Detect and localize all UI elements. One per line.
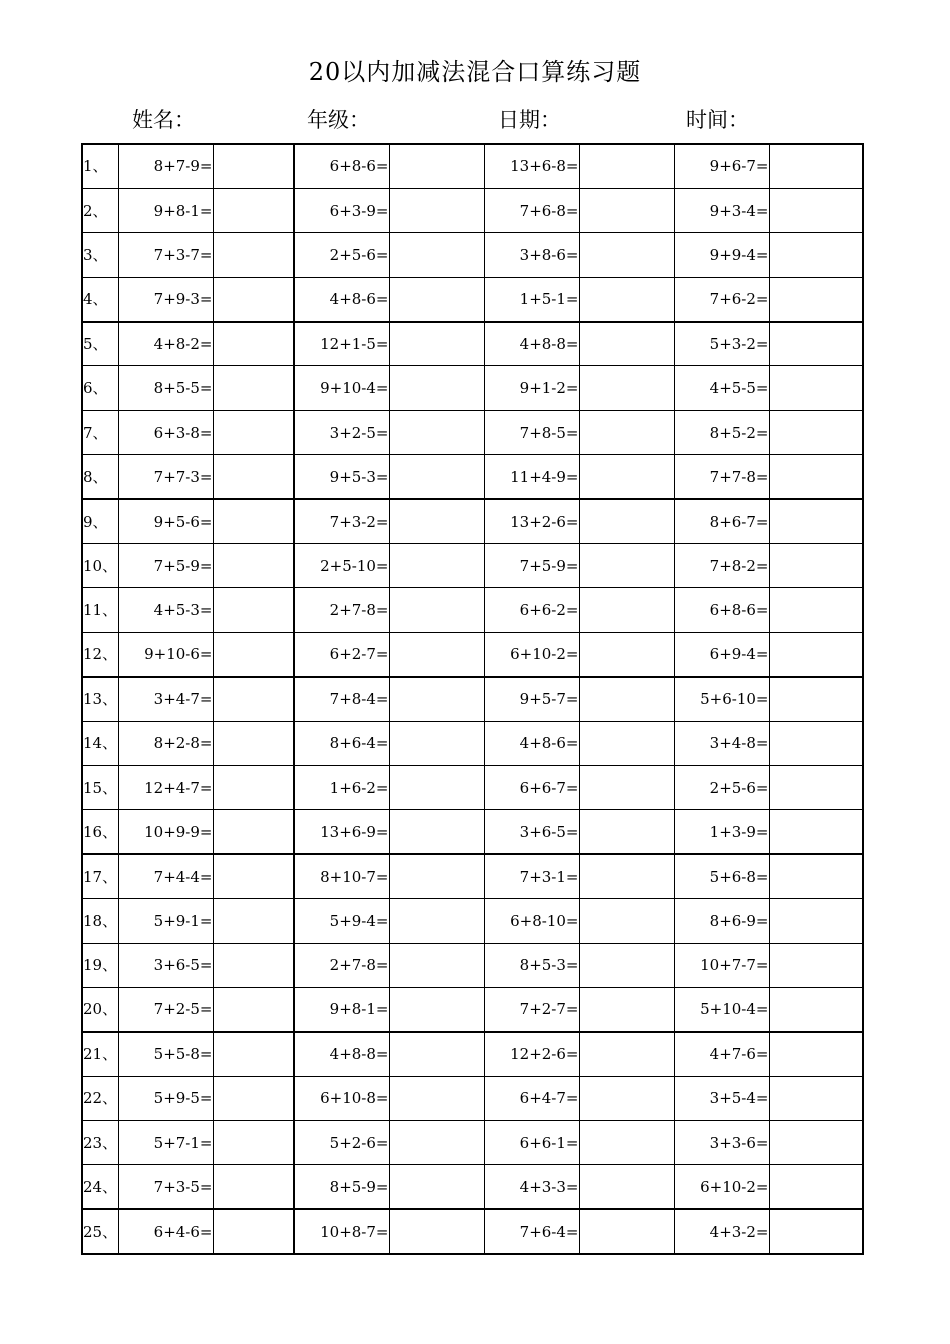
- problem-expression: 9+10-4=: [294, 366, 389, 410]
- problem-expression: 7+7-3=: [118, 455, 213, 499]
- problem-expression: 6+8-10=: [484, 899, 579, 943]
- problem-expression: 5+5-8=: [118, 1032, 213, 1076]
- problem-expression: 6+10-8=: [294, 1076, 389, 1120]
- problem-expression: 6+6-2=: [484, 588, 579, 632]
- problem-number: 19、: [82, 943, 118, 987]
- problem-number: 8、: [82, 455, 118, 499]
- problem-expression: 9+5-7=: [484, 677, 579, 721]
- answer-cell[interactable]: [389, 233, 484, 277]
- answer-cell[interactable]: [389, 1121, 484, 1165]
- problem-expression: 7+5-9=: [118, 544, 213, 588]
- answer-cell[interactable]: [579, 899, 674, 943]
- problem-expression: 3+2-5=: [294, 410, 389, 454]
- problem-expression: 7+8-5=: [484, 410, 579, 454]
- answer-cell[interactable]: [769, 810, 863, 854]
- problem-expression: 3+5-4=: [674, 1076, 769, 1120]
- answer-cell[interactable]: [579, 854, 674, 898]
- answer-cell[interactable]: [579, 322, 674, 366]
- answer-cell[interactable]: [213, 410, 294, 454]
- answer-cell[interactable]: [769, 410, 863, 454]
- problem-expression: 8+5-3=: [484, 943, 579, 987]
- problem-expression: 4+3-3=: [484, 1165, 579, 1209]
- answer-cell[interactable]: [769, 322, 863, 366]
- problem-expression: 4+5-5=: [674, 366, 769, 410]
- problem-expression: 6+9-4=: [674, 632, 769, 676]
- problem-expression: 8+5-9=: [294, 1165, 389, 1209]
- answer-cell[interactable]: [213, 721, 294, 765]
- answer-cell[interactable]: [213, 1165, 294, 1209]
- date-label: 日期：: [498, 108, 561, 132]
- table-row: [82, 499, 863, 543]
- answer-cell[interactable]: [213, 1076, 294, 1120]
- problem-expression: 6+8-6=: [294, 144, 389, 188]
- answer-cell[interactable]: [389, 854, 484, 898]
- problem-number: 9、: [82, 499, 118, 543]
- problem-expression: 6+2-7=: [294, 632, 389, 676]
- problem-number: 17、: [82, 854, 118, 898]
- table-row: [82, 366, 863, 410]
- problem-number: 11、: [82, 588, 118, 632]
- problem-expression: 8+5-2=: [674, 410, 769, 454]
- answer-cell[interactable]: [213, 632, 294, 676]
- problem-expression: 7+3-5=: [118, 1165, 213, 1209]
- problem-expression: 4+3-2=: [674, 1209, 769, 1253]
- problem-expression: 9+3-4=: [674, 188, 769, 232]
- answer-cell[interactable]: [213, 1209, 294, 1253]
- problem-expression: 9+1-2=: [484, 366, 579, 410]
- table-row: [82, 1209, 863, 1253]
- problem-expression: 6+4-6=: [118, 1209, 213, 1253]
- problem-expression: 1+6-2=: [294, 765, 389, 809]
- answer-cell[interactable]: [579, 721, 674, 765]
- exercise-table: [81, 143, 864, 1255]
- problem-expression: 7+6-2=: [674, 277, 769, 321]
- answer-cell[interactable]: [213, 677, 294, 721]
- answer-cell[interactable]: [579, 1076, 674, 1120]
- problem-expression: 11+4-9=: [484, 455, 579, 499]
- answer-cell[interactable]: [769, 144, 863, 188]
- problem-number: 24、: [82, 1165, 118, 1209]
- problem-expression: 3+6-5=: [118, 943, 213, 987]
- problem-expression: 12+1-5=: [294, 322, 389, 366]
- answer-cell[interactable]: [389, 322, 484, 366]
- table-row: [82, 943, 863, 987]
- problem-expression: 2+7-8=: [294, 943, 389, 987]
- table-row: [82, 544, 863, 588]
- problem-expression: 2+5-10=: [294, 544, 389, 588]
- answer-cell[interactable]: [213, 1032, 294, 1076]
- answer-cell[interactable]: [769, 943, 863, 987]
- problem-expression: 6+4-7=: [484, 1076, 579, 1120]
- answer-cell[interactable]: [579, 677, 674, 721]
- problem-expression: 2+5-6=: [674, 765, 769, 809]
- problem-expression: 6+3-8=: [118, 410, 213, 454]
- table-row: [82, 410, 863, 454]
- problem-number: 23、: [82, 1121, 118, 1165]
- problem-number: 7、: [82, 410, 118, 454]
- problem-expression: 6+10-2=: [484, 632, 579, 676]
- answer-cell[interactable]: [389, 1209, 484, 1253]
- table-row: [82, 455, 863, 499]
- problem-expression: 2+7-8=: [294, 588, 389, 632]
- answer-cell[interactable]: [579, 233, 674, 277]
- table-row: [82, 810, 863, 854]
- answer-cell[interactable]: [389, 899, 484, 943]
- problem-expression: 8+5-5=: [118, 366, 213, 410]
- answer-cell[interactable]: [579, 588, 674, 632]
- problem-expression: 8+10-7=: [294, 854, 389, 898]
- name-label: 姓名：: [132, 108, 195, 132]
- problem-number: 25、: [82, 1209, 118, 1253]
- answer-cell[interactable]: [213, 188, 294, 232]
- answer-cell[interactable]: [213, 233, 294, 277]
- problem-expression: 9+6-7=: [674, 144, 769, 188]
- answer-cell[interactable]: [213, 588, 294, 632]
- answer-cell[interactable]: [579, 144, 674, 188]
- problem-expression: 7+8-4=: [294, 677, 389, 721]
- problem-expression: 13+2-6=: [484, 499, 579, 543]
- answer-cell[interactable]: [389, 810, 484, 854]
- problem-expression: 7+2-7=: [484, 987, 579, 1031]
- problem-expression: 12+2-6=: [484, 1032, 579, 1076]
- table-row: [82, 1121, 863, 1165]
- problem-expression: 9+8-1=: [118, 188, 213, 232]
- answer-cell[interactable]: [389, 1032, 484, 1076]
- problem-expression: 5+9-5=: [118, 1076, 213, 1120]
- problem-number: 21、: [82, 1032, 118, 1076]
- answer-cell[interactable]: [579, 765, 674, 809]
- problem-expression: 5+6-8=: [674, 854, 769, 898]
- problem-expression: 4+8-6=: [294, 277, 389, 321]
- answer-cell[interactable]: [213, 987, 294, 1031]
- answer-cell[interactable]: [389, 144, 484, 188]
- answer-cell[interactable]: [769, 455, 863, 499]
- answer-cell[interactable]: [213, 277, 294, 321]
- answer-cell[interactable]: [213, 899, 294, 943]
- answer-cell[interactable]: [389, 987, 484, 1031]
- table-row: [82, 322, 863, 366]
- answer-cell[interactable]: [579, 1121, 674, 1165]
- table-row: [82, 588, 863, 632]
- problem-expression: 9+5-6=: [118, 499, 213, 543]
- problem-expression: 7+4-4=: [118, 854, 213, 898]
- answer-cell[interactable]: [213, 1121, 294, 1165]
- answer-cell[interactable]: [213, 943, 294, 987]
- answer-cell[interactable]: [579, 410, 674, 454]
- problem-number: 14、: [82, 721, 118, 765]
- problem-number: 18、: [82, 899, 118, 943]
- table-row: [82, 632, 863, 676]
- answer-cell[interactable]: [389, 632, 484, 676]
- table-row: [82, 765, 863, 809]
- problem-expression: 3+4-7=: [118, 677, 213, 721]
- problem-expression: 13+6-9=: [294, 810, 389, 854]
- answer-cell[interactable]: [389, 544, 484, 588]
- answer-cell[interactable]: [769, 899, 863, 943]
- problem-expression: 8+2-8=: [118, 721, 213, 765]
- problem-expression: 3+6-5=: [484, 810, 579, 854]
- problem-expression: 7+3-1=: [484, 854, 579, 898]
- problem-expression: 5+3-2=: [674, 322, 769, 366]
- problem-expression: 6+8-6=: [674, 588, 769, 632]
- problem-expression: 7+9-3=: [118, 277, 213, 321]
- table-row: [82, 1032, 863, 1076]
- answer-cell[interactable]: [579, 544, 674, 588]
- answer-cell[interactable]: [389, 455, 484, 499]
- answer-cell[interactable]: [769, 1076, 863, 1120]
- problem-expression: 6+10-2=: [674, 1165, 769, 1209]
- problem-number: 15、: [82, 765, 118, 809]
- answer-cell[interactable]: [769, 277, 863, 321]
- problem-expression: 10+9-9=: [118, 810, 213, 854]
- problem-number: 2、: [82, 188, 118, 232]
- problem-expression: 6+6-1=: [484, 1121, 579, 1165]
- problem-expression: 4+8-2=: [118, 322, 213, 366]
- answer-cell[interactable]: [389, 721, 484, 765]
- answer-cell[interactable]: [579, 987, 674, 1031]
- answer-cell[interactable]: [769, 721, 863, 765]
- answer-cell[interactable]: [213, 366, 294, 410]
- answer-cell[interactable]: [769, 1032, 863, 1076]
- table-row: [82, 233, 863, 277]
- answer-cell[interactable]: [769, 765, 863, 809]
- problem-expression: 10+8-7=: [294, 1209, 389, 1253]
- answer-cell[interactable]: [769, 987, 863, 1031]
- problem-expression: 3+4-8=: [674, 721, 769, 765]
- problem-expression: 5+9-4=: [294, 899, 389, 943]
- problem-expression: 4+8-8=: [294, 1032, 389, 1076]
- problem-number: 12、: [82, 632, 118, 676]
- table-row: [82, 899, 863, 943]
- problem-expression: 2+5-6=: [294, 233, 389, 277]
- table-row: [82, 1076, 863, 1120]
- problem-expression: 4+8-6=: [484, 721, 579, 765]
- answer-cell[interactable]: [579, 1209, 674, 1253]
- problem-expression: 5+10-4=: [674, 987, 769, 1031]
- problem-expression: 7+8-2=: [674, 544, 769, 588]
- problem-expression: 5+7-1=: [118, 1121, 213, 1165]
- problem-expression: 8+6-4=: [294, 721, 389, 765]
- problem-expression: 13+6-8=: [484, 144, 579, 188]
- problem-expression: 4+7-6=: [674, 1032, 769, 1076]
- problem-expression: 8+6-9=: [674, 899, 769, 943]
- answer-cell[interactable]: [769, 588, 863, 632]
- answer-cell[interactable]: [213, 810, 294, 854]
- answer-cell[interactable]: [389, 943, 484, 987]
- problem-expression: 9+10-6=: [118, 632, 213, 676]
- problem-expression: 9+5-3=: [294, 455, 389, 499]
- answer-cell[interactable]: [213, 144, 294, 188]
- answer-cell[interactable]: [213, 765, 294, 809]
- problem-number: 22、: [82, 1076, 118, 1120]
- answer-cell[interactable]: [769, 499, 863, 543]
- answer-cell[interactable]: [389, 188, 484, 232]
- table-row: [82, 277, 863, 321]
- problem-number: 3、: [82, 233, 118, 277]
- table-row: [82, 188, 863, 232]
- answer-cell[interactable]: [579, 1032, 674, 1076]
- answer-cell[interactable]: [213, 854, 294, 898]
- problem-number: 4、: [82, 277, 118, 321]
- answer-cell[interactable]: [579, 277, 674, 321]
- problem-expression: 6+3-9=: [294, 188, 389, 232]
- problem-expression: 10+7-7=: [674, 943, 769, 987]
- grade-label: 年级：: [307, 108, 370, 132]
- answer-cell[interactable]: [769, 632, 863, 676]
- answer-cell[interactable]: [769, 854, 863, 898]
- problem-expression: 9+9-4=: [674, 233, 769, 277]
- page-title: 20以内加减法混合口算练习题: [308, 58, 642, 86]
- answer-cell[interactable]: [389, 277, 484, 321]
- problem-expression: 4+5-3=: [118, 588, 213, 632]
- problem-expression: 7+2-5=: [118, 987, 213, 1031]
- answer-cell[interactable]: [389, 366, 484, 410]
- answer-cell[interactable]: [579, 499, 674, 543]
- problem-expression: 4+8-8=: [484, 322, 579, 366]
- problem-expression: 5+6-10=: [674, 677, 769, 721]
- table-row: [82, 987, 863, 1031]
- answer-cell[interactable]: [579, 810, 674, 854]
- problem-expression: 7+5-9=: [484, 544, 579, 588]
- problem-expression: 3+8-6=: [484, 233, 579, 277]
- problem-expression: 3+3-6=: [674, 1121, 769, 1165]
- problem-expression: 12+4-7=: [118, 765, 213, 809]
- answer-cell[interactable]: [579, 1165, 674, 1209]
- problem-number: 16、: [82, 810, 118, 854]
- answer-cell[interactable]: [579, 366, 674, 410]
- answer-cell[interactable]: [769, 233, 863, 277]
- answer-cell[interactable]: [769, 1165, 863, 1209]
- answer-cell[interactable]: [769, 677, 863, 721]
- problem-expression: 1+5-1=: [484, 277, 579, 321]
- problem-number: 13、: [82, 677, 118, 721]
- answer-cell[interactable]: [769, 1209, 863, 1253]
- answer-cell[interactable]: [579, 632, 674, 676]
- answer-cell[interactable]: [389, 410, 484, 454]
- answer-cell[interactable]: [389, 765, 484, 809]
- problem-expression: 7+6-4=: [484, 1209, 579, 1253]
- problem-expression: 5+9-1=: [118, 899, 213, 943]
- time-label: 时间：: [686, 108, 749, 132]
- problem-expression: 6+6-7=: [484, 765, 579, 809]
- answer-cell[interactable]: [389, 1165, 484, 1209]
- problem-expression: 8+7-9=: [118, 144, 213, 188]
- problem-number: 20、: [82, 987, 118, 1031]
- problem-expression: 7+3-7=: [118, 233, 213, 277]
- answer-cell[interactable]: [213, 544, 294, 588]
- answer-cell[interactable]: [579, 455, 674, 499]
- table-row: [82, 1165, 863, 1209]
- answer-cell[interactable]: [579, 188, 674, 232]
- answer-cell[interactable]: [213, 499, 294, 543]
- problem-expression: 1+3-9=: [674, 810, 769, 854]
- problem-expression: 9+8-1=: [294, 987, 389, 1031]
- table-row: [82, 144, 863, 188]
- answer-cell[interactable]: [213, 322, 294, 366]
- answer-cell[interactable]: [769, 366, 863, 410]
- table-row: [82, 854, 863, 898]
- problem-number: 1、: [82, 144, 118, 188]
- answer-cell[interactable]: [213, 455, 294, 499]
- problem-expression: 8+6-7=: [674, 499, 769, 543]
- answer-cell[interactable]: [389, 677, 484, 721]
- answer-cell[interactable]: [769, 188, 863, 232]
- answer-cell[interactable]: [769, 1121, 863, 1165]
- problem-number: 10、: [82, 544, 118, 588]
- answer-cell[interactable]: [769, 544, 863, 588]
- answer-cell[interactable]: [389, 1076, 484, 1120]
- table-row: [82, 677, 863, 721]
- answer-cell[interactable]: [389, 588, 484, 632]
- table-row: [82, 721, 863, 765]
- answer-cell[interactable]: [389, 499, 484, 543]
- problem-number: 6、: [82, 366, 118, 410]
- problem-expression: 5+2-6=: [294, 1121, 389, 1165]
- answer-cell[interactable]: [579, 943, 674, 987]
- problem-number: 5、: [82, 322, 118, 366]
- problem-expression: 7+7-8=: [674, 455, 769, 499]
- problem-expression: 7+3-2=: [294, 499, 389, 543]
- problem-expression: 7+6-8=: [484, 188, 579, 232]
